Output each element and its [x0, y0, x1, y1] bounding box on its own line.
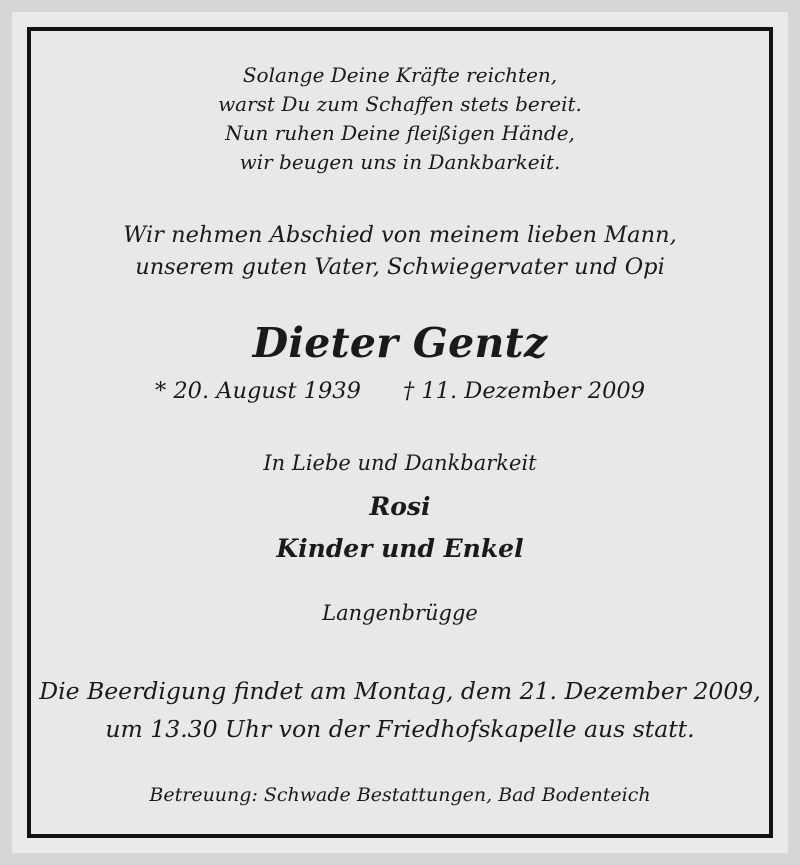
poem-line: warst Du zum Schaffen stets bereit.	[218, 92, 582, 116]
obituary-content	[31, 31, 769, 834]
birth-date: * 20. August 1939	[154, 378, 361, 404]
poem-line: Solange Deine Kräfte reichten,	[242, 63, 558, 87]
deceased-name: Dieter Gentz	[252, 319, 548, 367]
mourner-line: Kinder und Enkel	[276, 534, 524, 563]
obituary-frame	[27, 27, 773, 838]
farewell-intro	[31, 219, 769, 283]
death-date: † 11. Dezember 2009	[402, 378, 646, 404]
intro-line: unserem guten Vater, Schwiegervater und Opi	[135, 254, 665, 280]
mourner-line: Rosi	[369, 492, 431, 521]
mourners-label: In Liebe und Dankbarkeit	[263, 451, 537, 475]
mourners	[31, 486, 769, 570]
poem	[31, 61, 769, 177]
funeral-line: Die Beerdigung findet am Montag, dem 21. Dezember 2009,	[39, 677, 761, 705]
undertaker-credit: Betreuung: Schwade Bestattungen, Bad Bodenteich	[149, 784, 651, 806]
intro-line: Wir nehmen Abschied von meinem lieben Mann,	[123, 222, 677, 248]
poem-line: Nun ruhen Deine fleißigen Hände,	[225, 121, 575, 145]
poem-line: wir beugen uns in Dankbarkeit.	[239, 150, 561, 174]
funeral-line: um 13.30 Uhr von der Friedhofskapelle aus statt.	[105, 715, 695, 743]
life-dates	[31, 376, 769, 406]
funeral-info	[31, 672, 769, 748]
place-name: Langenbrügge	[322, 601, 478, 625]
